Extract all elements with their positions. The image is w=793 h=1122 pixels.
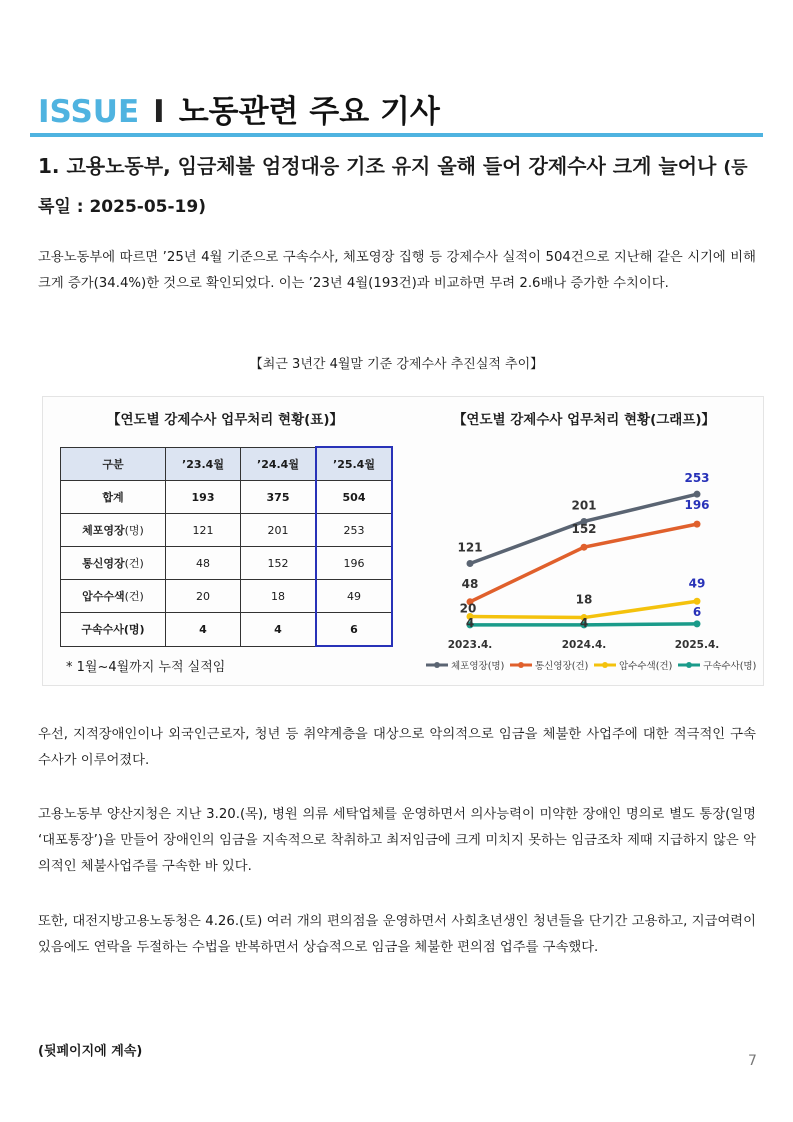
issue-header (38, 86, 440, 131)
table-header-cell: 구분 (61, 447, 166, 481)
table-cell: 193 (166, 481, 241, 514)
row-label-cell (61, 514, 166, 547)
table-cell: 201 (241, 514, 317, 547)
figure-caption: 【최근 3년간 4월말 기준 강제수사 추진실적 추이】 (249, 357, 544, 372)
data-label: 253 (684, 471, 710, 486)
table-cell: 6 (316, 613, 392, 647)
table-cell: 152 (241, 547, 317, 580)
table-header-cell: ’23.4월 (166, 447, 241, 481)
data-label: 4 (579, 615, 589, 630)
data-label: 6 (692, 604, 702, 619)
legend-label: 압수수색(건) (619, 661, 673, 672)
data-point (581, 544, 588, 551)
data-label: 49 (688, 576, 706, 591)
data-point (694, 598, 701, 605)
data-point (694, 620, 701, 627)
table-header-cell: ’24.4월 (241, 447, 317, 481)
row-unit: (건) (124, 590, 144, 603)
row-label: 합계 (61, 481, 166, 514)
table-cell: 375 (241, 481, 317, 514)
row-label: 압수수색 (82, 590, 125, 603)
legend-marker (686, 662, 692, 668)
data-label: 20 (459, 601, 477, 616)
legend-label: 체포영장(명) (451, 661, 505, 672)
row-unit: (명) (124, 524, 144, 537)
row-label: 체포영장 (82, 524, 125, 537)
table-cell: 18 (241, 580, 317, 613)
table-row (61, 580, 393, 613)
data-point (467, 560, 474, 567)
table-cell: 49 (316, 580, 392, 613)
issue-tag: ISSUE (38, 94, 140, 130)
article-title (38, 148, 758, 226)
graph-title: 【연도별 강제수사 업무처리 현황(그래프)】 (452, 412, 716, 428)
article-date: (등록일 : 2025-05-19) (38, 158, 748, 217)
data-point (694, 521, 701, 528)
data-label: 48 (461, 576, 479, 591)
table-cell: 4 (241, 613, 317, 647)
legend-marker (602, 662, 608, 668)
row-label-cell (61, 613, 166, 647)
table-header-row (61, 447, 393, 481)
table-row (61, 514, 393, 547)
data-label: 196 (684, 498, 710, 513)
data-label: 121 (457, 540, 483, 555)
data-label: 18 (575, 592, 593, 607)
legend-marker (434, 662, 440, 668)
table-cell: 4 (166, 613, 241, 647)
continued-note: (뒷페이지에 계속) (38, 1044, 143, 1059)
table-footnote: * 1월~4월까지 누적 실적임 (66, 660, 226, 675)
table-title: 【연도별 강제수사 업무처리 현황(표)】 (106, 412, 343, 428)
legend-label: 구속수사(명) (703, 661, 757, 672)
paragraph-intro: 고용노동부에 따르면 ’25년 4월 기준으로 구속수사, 체포영장 집행 등 강제수사 실적이 504건으로 지난해 같은 시기에 비해 크게 증가(34.4%)한 것으로 확인되었다. 이는 ’23년 4월(193건)과 비교하면 무려 2.6배나 증가한 수치이다. (38, 250, 756, 291)
table-cell: 504 (316, 481, 392, 514)
header-rule (30, 133, 763, 137)
x-tick-label: 2024.4. (561, 639, 607, 651)
issue-title: 노동관련 주요 기사 (178, 94, 440, 130)
row-label-cell (61, 580, 166, 613)
stats-table (60, 446, 393, 647)
data-label: 201 (571, 498, 597, 513)
table-cell: 20 (166, 580, 241, 613)
table-cell: 48 (166, 547, 241, 580)
row-label: 구속수사 (81, 623, 124, 637)
page-number: 7 (748, 1053, 757, 1069)
table-cell: 196 (316, 547, 392, 580)
line-chart (404, 436, 760, 676)
table-cell: 121 (166, 514, 241, 547)
paragraph-daejeon: 또한, 대전지방고용노동청은 4.26.(토) 여러 개의 편의점을 운영하면서 사회초년생인 청년들을 단기간 고용하고, 지급여력이 있음에도 연락을 두절하는 수법을 반복하면서 상습적으로 임금을 체불한 편의점 업주를 구속했다. (38, 914, 756, 955)
table-cell: 253 (316, 514, 392, 547)
table-row (61, 613, 393, 647)
table-row (61, 481, 393, 514)
row-label-cell (61, 547, 166, 580)
legend-marker (518, 662, 524, 668)
issue-separator: I (153, 94, 165, 130)
paragraph-yangsan: 고용노동부 양산지청은 지난 3.20.(목), 병원 의류 세탁업체를 운영하면서 의사능력이 미약한 장애인 명의로 별도 통장(일명 ‘대포통장’)을 만들어 장애인의 임금을 지속적으로 착취하고 최저임금에 크게 미치지 못하는 임금조차 제때 지급하지 않은 악의적인 체불사업주를 구속한 바 있다. (38, 807, 756, 874)
x-tick-label: 2023.4. (447, 639, 493, 651)
legend-label: 통신영장(건) (535, 661, 589, 672)
data-label: 152 (571, 522, 597, 537)
data-label: 4 (465, 615, 475, 630)
row-unit: (건) (124, 557, 144, 570)
table-header-cell: ’25.4월 (316, 447, 392, 481)
table-row (61, 547, 393, 580)
row-unit: (명) (123, 623, 145, 637)
paragraph-vulnerable: 우선, 지적장애인이나 외국인근로자, 청년 등 취약계층을 대상으로 악의적으로 임금을 체불한 사업주에 대한 적극적인 구속수사가 이루어졌다. (38, 727, 756, 768)
row-label: 통신영장 (82, 557, 125, 570)
article-headline: 1. 고용노동부, 임금체불 엄정대응 기조 유지 올해 들어 강제수사 크게 늘어나 (38, 154, 717, 178)
x-tick-label: 2025.4. (674, 639, 720, 651)
data-point (694, 491, 701, 498)
